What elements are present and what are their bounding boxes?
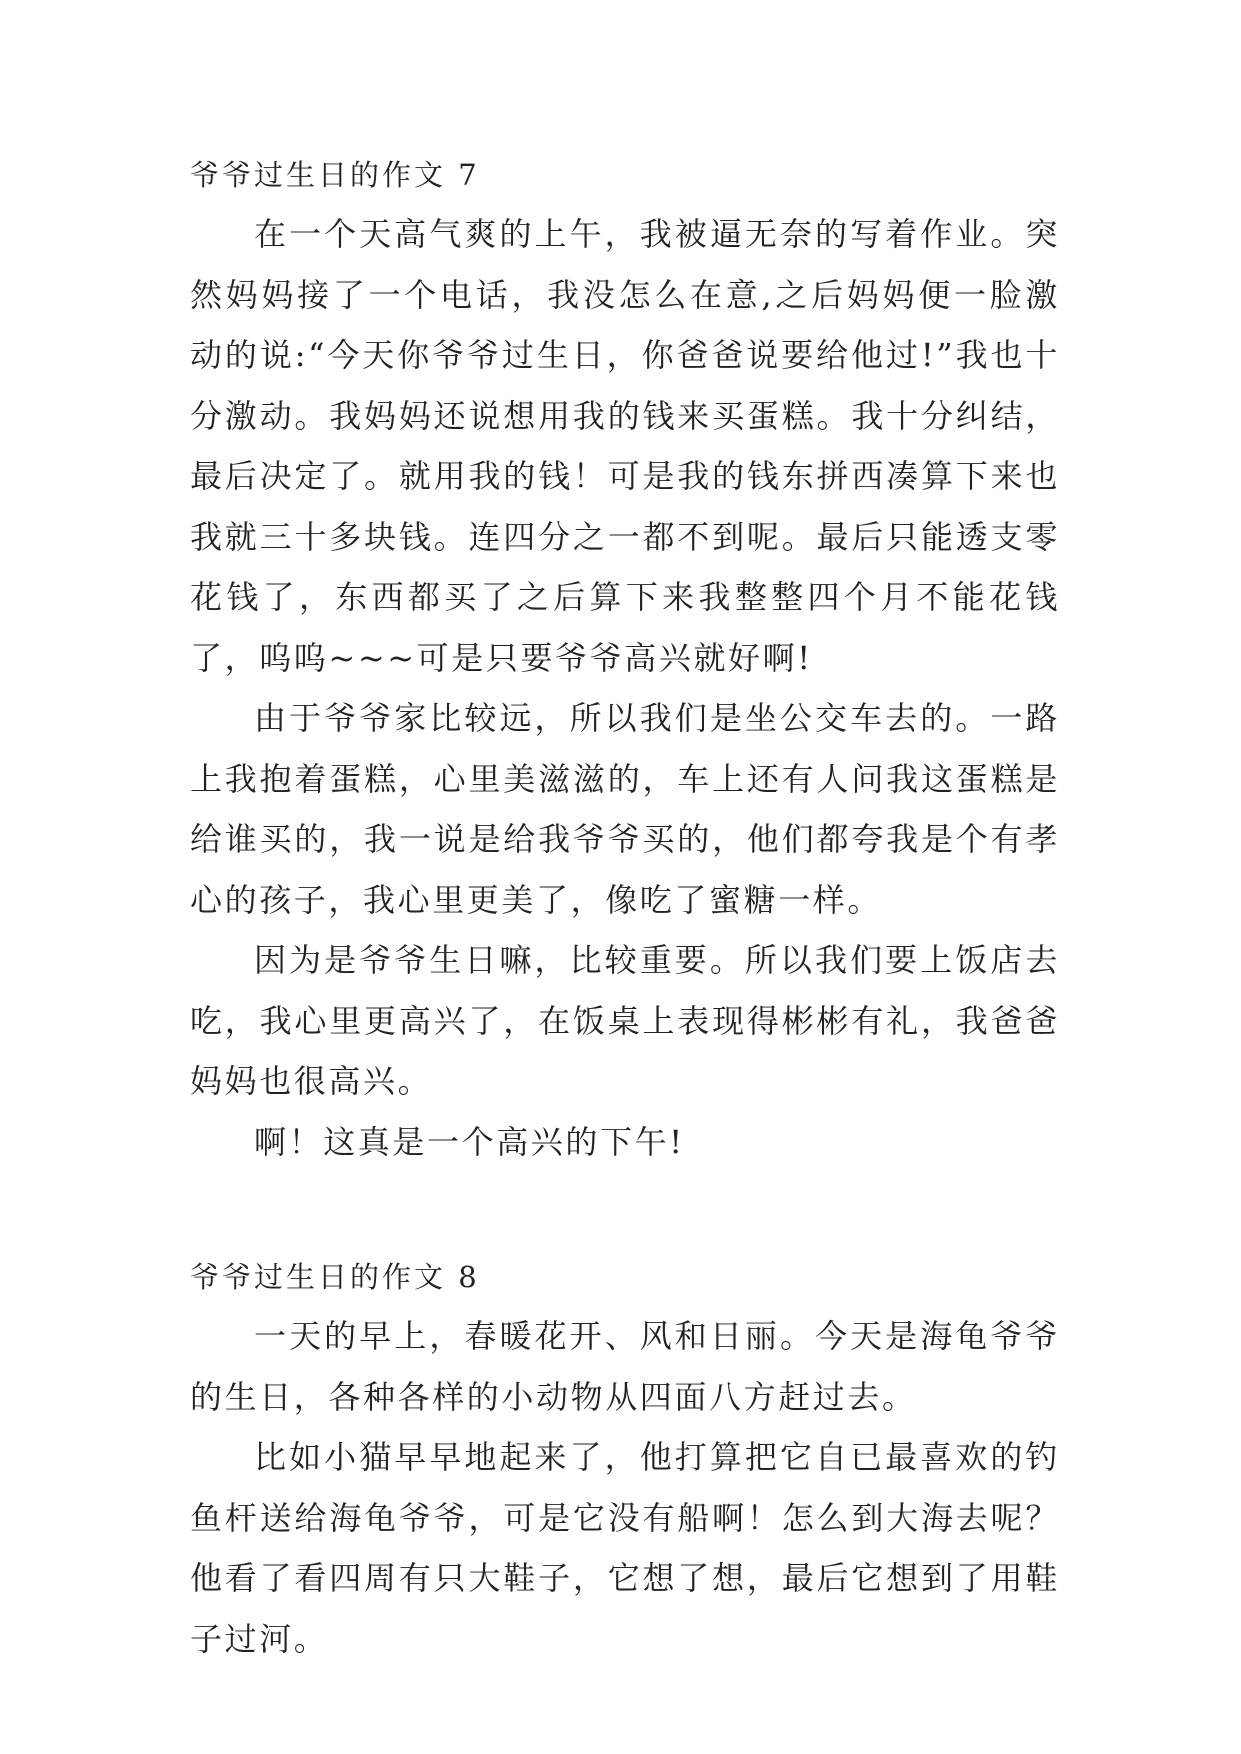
essay-8-paragraph-1: 一天的早上，春暖花开、风和日丽。今天是海龟爷爷的生日，各种各样的小动物从四面八方赶过去。 <box>190 1317 1060 1416</box>
essay-7-title: 爷爷过生日的作文 7 <box>190 158 480 192</box>
document-body <box>190 150 1060 1669</box>
section-spacer <box>190 1172 1060 1252</box>
essay-7-paragraph-1: 在一个天高气爽的上午，我被逼无奈的写着作业。突然妈妈接了一个电话，我没怎么在意,之后妈妈便一脸激动的说:“今天你爷爷过生日，你爸爸说要给他过!”我也十分激动。我妈妈还说想用我的钱来买蛋糕。我十分纠结，最后决定了。就用我的钱！可是我的钱东拼西凑算下来也我就三十多块钱。连四分之一都不到呢。最后只能透支零花钱了，东西都买了之后算下来我整整四个月不能花钱了，呜呜~~~可是只要爷爷高兴就好啊! <box>190 215 1060 677</box>
essay-8-title: 爷爷过生日的作文 8 <box>190 1260 480 1294</box>
essay-8-paragraph-2: 比如小猫早早地起来了，他打算把它自已最喜欢的钓鱼杆送给海龟爷爷，可是它没有船啊！怎么到大海去呢？他看了看四周有只大鞋子，它想了想，最后它想到了用鞋子过河。 <box>190 1438 1060 1658</box>
essay-7-paragraph-2: 由于爷爷家比较远，所以我们是坐公交车去的。一路上我抱着蛋糕，心里美滋滋的，车上还有人问我这蛋糕是给谁买的，我一说是给我爷爷买的，他们都夸我是个有孝心的孩子，我心里更美了，像吃了蜜糖一样。 <box>190 699 1060 919</box>
essay-7-paragraph-3: 因为是爷爷生日嘛，比较重要。所以我们要上饭店去吃，我心里更高兴了，在饭桌上表现得彬彬有礼，我爸爸妈妈也很高兴。 <box>190 941 1060 1100</box>
essay-7-paragraph-4: 啊！这真是一个高兴的下午! <box>254 1122 685 1161</box>
